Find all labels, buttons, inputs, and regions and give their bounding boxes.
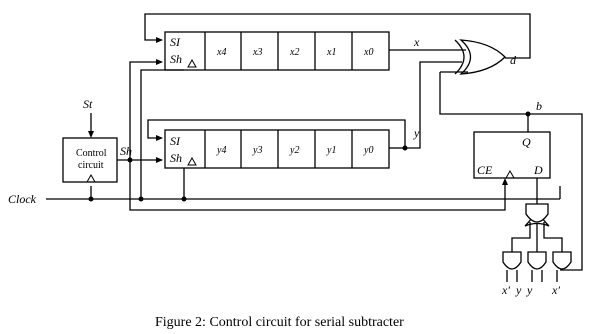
x-cell-3: x3 xyxy=(253,47,263,58)
st-label: St xyxy=(83,97,93,111)
x-output-label: x xyxy=(414,35,420,49)
y-cell-1: y1 xyxy=(327,145,337,156)
control-label-line2: circuit xyxy=(78,160,104,171)
input-x-prime-1: x′ xyxy=(502,283,510,297)
x-cell-1: x1 xyxy=(327,47,337,58)
ff-d-label: D xyxy=(534,163,543,177)
b-label: b xyxy=(536,99,542,113)
figure-caption: Figure 2: Control circuit for serial subtracter xyxy=(155,315,404,330)
x-shift-register xyxy=(165,32,389,70)
control-label-line1: Control xyxy=(76,148,107,159)
ff-q-label: Q xyxy=(522,135,531,149)
y-reg-si-label: SI xyxy=(170,134,180,148)
y-cell-0: y0 xyxy=(364,145,374,156)
input-y-2: y xyxy=(527,283,533,297)
d-output-label: d xyxy=(510,53,516,67)
y-cell-4: y4 xyxy=(217,145,227,156)
ff-ce-label: CE xyxy=(477,163,493,177)
x-reg-sh-label: Sh xyxy=(170,52,182,66)
control-circuit xyxy=(63,97,132,182)
x-cell-4: x4 xyxy=(217,47,227,58)
y-reg-sh-label: Sh xyxy=(170,151,182,165)
sh-label: Sh xyxy=(120,144,132,158)
x-cell-2: x2 xyxy=(290,47,300,58)
d-flip-flop xyxy=(474,132,550,178)
x-reg-si-label: SI xyxy=(170,35,180,49)
clock-label: Clock xyxy=(8,192,36,206)
x-cell-0: x0 xyxy=(364,47,374,58)
xor-gate xyxy=(440,40,517,74)
input-y-1: y xyxy=(516,283,522,297)
y-cell-3: y3 xyxy=(253,145,263,156)
y-output-label: y xyxy=(414,126,420,140)
y-shift-register xyxy=(165,130,389,168)
input-x-prime-2: x′ xyxy=(552,283,560,297)
x-output-wire xyxy=(389,35,466,50)
y-cell-2: y2 xyxy=(290,145,300,156)
y-output-wire xyxy=(389,62,462,151)
